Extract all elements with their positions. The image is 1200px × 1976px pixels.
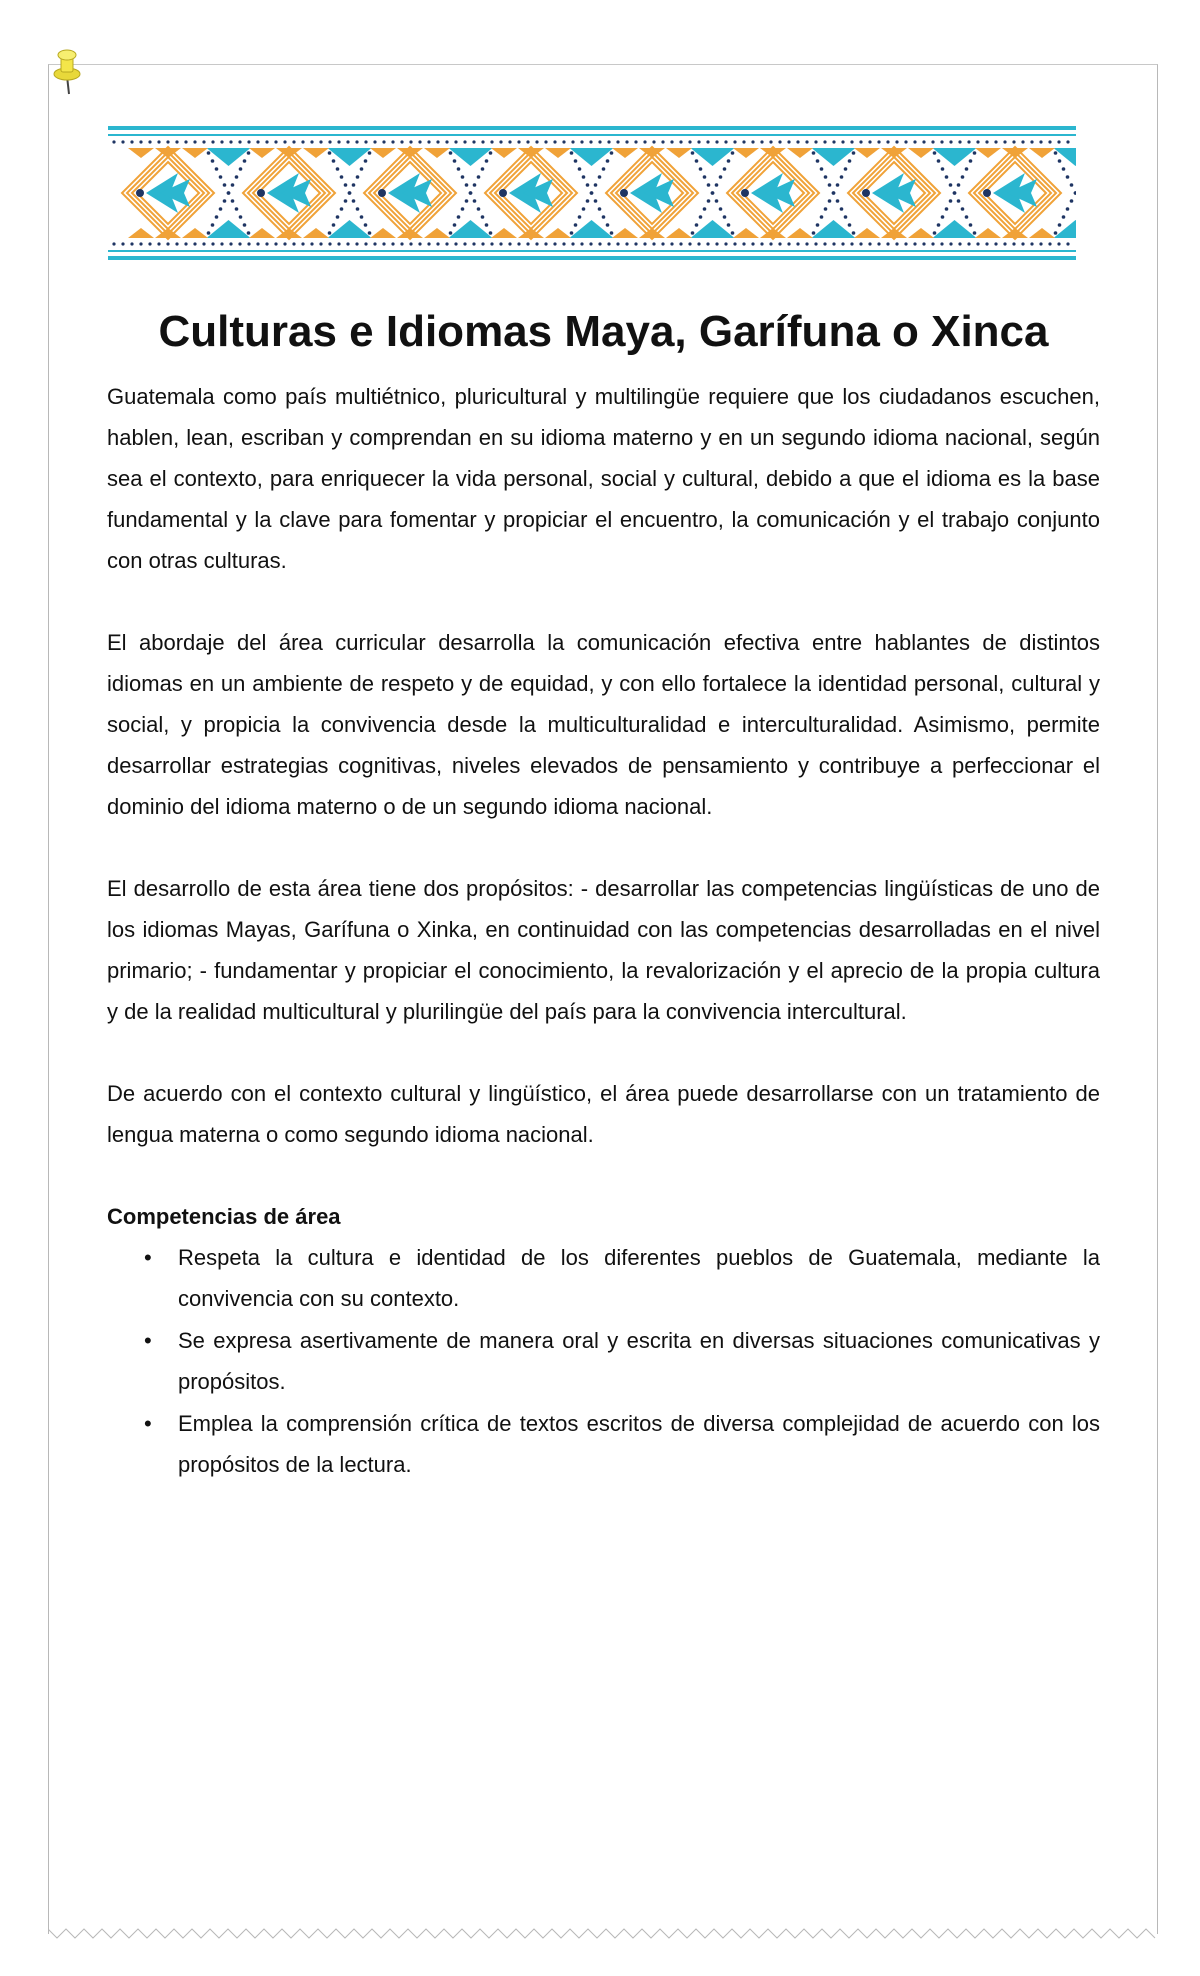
- bullet-icon: •: [144, 1328, 152, 1353]
- competencias-heading: Competencias de área: [107, 1204, 341, 1229]
- paragraph-intro: Guatemala como país multiétnico, pluricultural y multilingüe requiere que los ciudadanos escuchen, hablen, lean, escriban y comprendan en su idioma materno y en un segundo idioma nacional, según sea el contexto, para enriquecer la vida personal, social y cultural, debido a que el idioma es la base fundamental y la clave para fomentar y propiciar el encuentro, la comunicación y el trabajo conjunto con otras culturas.: [107, 384, 1100, 573]
- bullet-icon: •: [144, 1411, 152, 1436]
- page-torn-edge: [48, 1926, 1158, 1940]
- document-content: [107, 300, 1100, 1486]
- paragraph-contexto: De acuerdo con el contexto cultural y lingüístico, el área puede desarrollarse con un tratamiento de lengua materna o como segundo idioma nacional.: [107, 1081, 1100, 1147]
- pushpin-icon: [52, 46, 86, 96]
- page-title: Culturas e Idiomas Maya, Garífuna o Xinca: [158, 307, 1049, 356]
- competencias-list: [107, 1237, 1100, 1485]
- list-item: [107, 1320, 1100, 1402]
- list-item: [107, 1403, 1100, 1485]
- paragraph-abordaje: El abordaje del área curricular desarrolla la comunicación efectiva entre hablantes de distintos idiomas en un ambiente de respeto y de equidad, y con ello fortalece la identidad personal, cultural y social, y propicia la convivencia desde la multiculturalidad e interculturalidad. Asimismo, permite desarrollar estrategias cognitivas, niveles elevados de pensamiento y contribuye a perfeccionar el dominio del idioma materno o de un segundo idioma nacional.: [107, 630, 1100, 819]
- list-item-text: Se expresa asertivamente de manera oral y escrita en diversas situaciones comunicativas y propósitos.: [178, 1328, 1100, 1394]
- maya-textile-banner: [108, 126, 1076, 260]
- paragraph-propositos: El desarrollo de esta área tiene dos propósitos: - desarrollar las competencias lingüísticas de uno de los idiomas Mayas, Garífuna o Xinka, en continuidad con las competencias desarrolladas en el nivel primario; - fundamentar y propiciar el conocimiento, la revalorización y el aprecio de la propia cultura y de la realidad multicultural y plurilingüe del país para la convivencia intercultural.: [107, 876, 1100, 1024]
- list-item: [107, 1237, 1100, 1319]
- list-item-text: Respeta la cultura e identidad de los diferentes pueblos de Guatemala, mediante la convivencia con su contexto.: [178, 1245, 1100, 1311]
- list-item-text: Emplea la comprensión crítica de textos escritos de diversa complejidad de acuerdo con los propósitos de la lectura.: [178, 1411, 1100, 1477]
- bullet-icon: •: [144, 1245, 152, 1270]
